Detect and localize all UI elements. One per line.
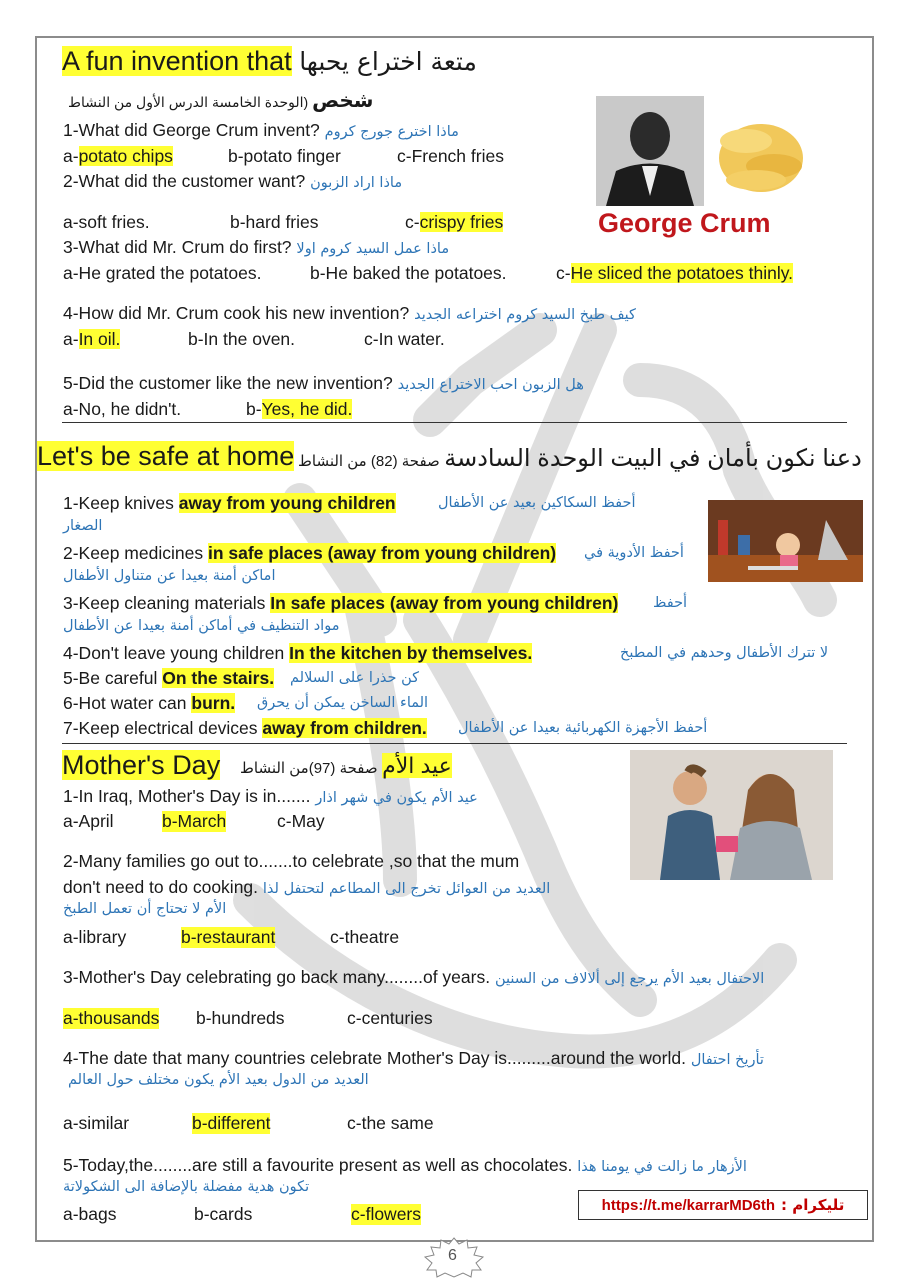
- s3-q4-c: c-the same: [347, 1113, 434, 1133]
- safety-item: [63, 718, 427, 739]
- safety-item-text: 7-Keep electrical devices: [63, 718, 263, 738]
- s3-q4-a: a-similar: [63, 1113, 130, 1133]
- s3-q4: 4-The date that many countries celebrate Mother's Day is.........around the world. تأريخ احتفال: [63, 1048, 764, 1068]
- safety-item-arabic: أحفظ السكاكين بعيد عن الأطفال: [438, 495, 636, 511]
- s3-q4-b: b-different: [192, 1113, 271, 1133]
- photo-caption: George Crum: [598, 208, 771, 238]
- s1-q3-b: b-He baked the potatoes.: [310, 263, 507, 283]
- s3-q5-ar2: تكون هدية مفضلة بالإضافة الى الشكولاتة: [63, 1179, 310, 1195]
- safety-item-text: 2-Keep medicines: [63, 543, 208, 563]
- telegram-label: تليكرام :: [781, 1196, 845, 1214]
- safety-item: [63, 693, 235, 714]
- s1-q3-c: c-He sliced the potatoes thinly.: [556, 263, 794, 283]
- section1-subtitle: شخص (الوحدة الخامسة الدرس الأول من النشاط: [68, 90, 374, 112]
- divider: [62, 422, 847, 423]
- safety-item-arabic: أحفظ الأجهزة الكهربائية بعيدا عن الأطفال: [458, 720, 708, 736]
- safety-item-arabic-cont: الصغار: [63, 518, 103, 534]
- section2-title: Let's be safe at home: [37, 441, 295, 471]
- s3-q1-c: c-May: [277, 811, 325, 831]
- safety-item-arabic: أحفظ الأدوية في: [584, 545, 684, 561]
- section2-title-ar: دعنا نكون بأمان في البيت الوحدة السادسة صفحة (82) من النشاط: [298, 445, 862, 472]
- safety-item-text: 4-Don't leave young children: [63, 643, 290, 663]
- safety-item-arabic-cont: اماكن أمنة بعيدا عن متناول الأطفال: [63, 568, 276, 584]
- safety-item: [63, 543, 556, 564]
- s1-q3-a: a-He grated the potatoes.: [63, 263, 262, 283]
- s3-q5: 5-Today,the........are still a favourite present as well as chocolates. الأزهار ما زالت في يومنا هذا: [63, 1155, 747, 1175]
- s1-q4-a: a-In oil.: [63, 329, 121, 349]
- safety-item-text: 5-Be careful: [63, 668, 163, 688]
- safety-item-text: 1-Keep knives: [63, 493, 179, 513]
- safety-item-text: 3-Keep cleaning materials: [63, 593, 271, 613]
- safety-item-arabic: أحفظ: [653, 595, 688, 611]
- s3-q1: 1-In Iraq, Mother's Day is in....... عيد الأم يكون في شهر اذار: [63, 786, 478, 806]
- s1-q4: 4-How did Mr. Crum cook his new invention? كيف طبخ السيد كروم اختراعه الجديد: [63, 303, 636, 323]
- s3-q3-a: a-thousands: [63, 1008, 160, 1028]
- s1-q1-a: a-potato chips: [63, 146, 173, 166]
- safety-item-answer: burn.: [191, 693, 236, 713]
- safety-item-answer: away from children.: [262, 718, 427, 738]
- s1-q5-b: b-Yes, he did.: [246, 399, 353, 419]
- safety-item-answer: in safe places (away from young children): [207, 543, 557, 563]
- kitchen-hazards-photo: [708, 500, 863, 582]
- safety-item-arabic: لا تترك الأطفال وحدهم في المطبخ: [620, 645, 829, 661]
- s1-q2-a: a-soft fries.: [63, 212, 150, 232]
- safety-item-arabic: الماء الساخن يمكن أن يحرق: [257, 695, 429, 711]
- s3-q2-line1: 2-Many families go out to.......to celebrate ,so that the mum: [63, 851, 520, 871]
- safety-item-text: 6-Hot water can: [63, 693, 192, 713]
- safety-item-answer: On the stairs.: [162, 668, 275, 688]
- safety-item-answer: In safe places (away from young children): [270, 593, 619, 613]
- s3-q2-b: b-restaurant: [181, 927, 276, 947]
- s3-q2-c: c-theatre: [330, 927, 400, 947]
- safety-item: [63, 493, 396, 514]
- s3-q1-b: b-March: [162, 811, 227, 831]
- safety-item: [63, 643, 532, 664]
- s1-q2-c: c-crispy fries: [405, 212, 504, 232]
- safety-item: [63, 593, 618, 614]
- s1-q4-c: c-In water.: [364, 329, 445, 349]
- safety-item-arabic-cont: مواد التنظيف في أماكن أمنة بعيدا عن الأطفال: [63, 618, 340, 634]
- telegram-link[interactable]: [578, 1190, 868, 1220]
- s3-q3: 3-Mother's Day celebrating go back many........of years. الاحتفال بعيد الأم يرجع إلى ألالاف من السنين: [63, 967, 765, 987]
- s1-q2: 2-What did the customer want? ماذا اراد الزبون: [63, 171, 403, 191]
- s1-q4-b: b-In the oven.: [188, 329, 296, 349]
- s1-q5: 5-Did the customer like the new invention? هل الزبون احب الاختراع الجديد: [63, 373, 584, 393]
- mothers-day-photo: [630, 750, 833, 880]
- s3-q3-c: c-centuries: [347, 1008, 433, 1028]
- section3-title: Mother's Day: [62, 750, 221, 780]
- s3-q5-b: b-cards: [194, 1204, 253, 1224]
- s1-q3: 3-What did Mr. Crum do first? ماذا عمل السيد كروم اولا: [63, 237, 450, 257]
- divider: [62, 743, 847, 744]
- s1-q1-c: c-French fries: [397, 146, 504, 166]
- section3-title-ar: عيد الأم صفحة (97)من النشاط: [240, 753, 452, 778]
- s3-q3-b: b-hundreds: [196, 1008, 285, 1028]
- s1-q1: 1-What did George Crum invent? ماذا اخترع جورج كروم: [63, 120, 459, 140]
- page-number: 6: [448, 1247, 457, 1264]
- safety-item-answer: away from young children: [178, 493, 396, 513]
- s3-q4-ar2: العديد من الدول بعيد الأم يكون مختلف حول العالم: [68, 1072, 369, 1088]
- safety-item: [63, 668, 274, 689]
- s3-q2-a: a-library: [63, 927, 127, 947]
- s3-q5-a: a-bags: [63, 1204, 117, 1224]
- s3-q1-a: a-April: [63, 811, 114, 831]
- s1-q2-b: b-hard fries: [230, 212, 319, 232]
- s3-q2-line2: don't need to do cooking. العديد من العوائل تخرج الى المطاعم لتحتفل لذا: [63, 877, 551, 897]
- s1-q1-b: b-potato finger: [228, 146, 341, 166]
- safety-item-arabic: كن حذرا على السلالم: [290, 670, 420, 686]
- section1-title: A fun invention that متعة اختراع يحبها: [62, 46, 477, 76]
- telegram-url[interactable]: https://t.me/karrarMD6th: [601, 1196, 776, 1214]
- s1-q5-a: a-No, he didn't.: [63, 399, 182, 419]
- s3-q5-c: c-flowers: [351, 1204, 422, 1224]
- george-crum-photo: [596, 96, 808, 244]
- safety-item-answer: In the kitchen by themselves.: [289, 643, 533, 663]
- s3-q2-ar2: الأم لا تحتاج أن تعمل الطبخ: [63, 901, 227, 917]
